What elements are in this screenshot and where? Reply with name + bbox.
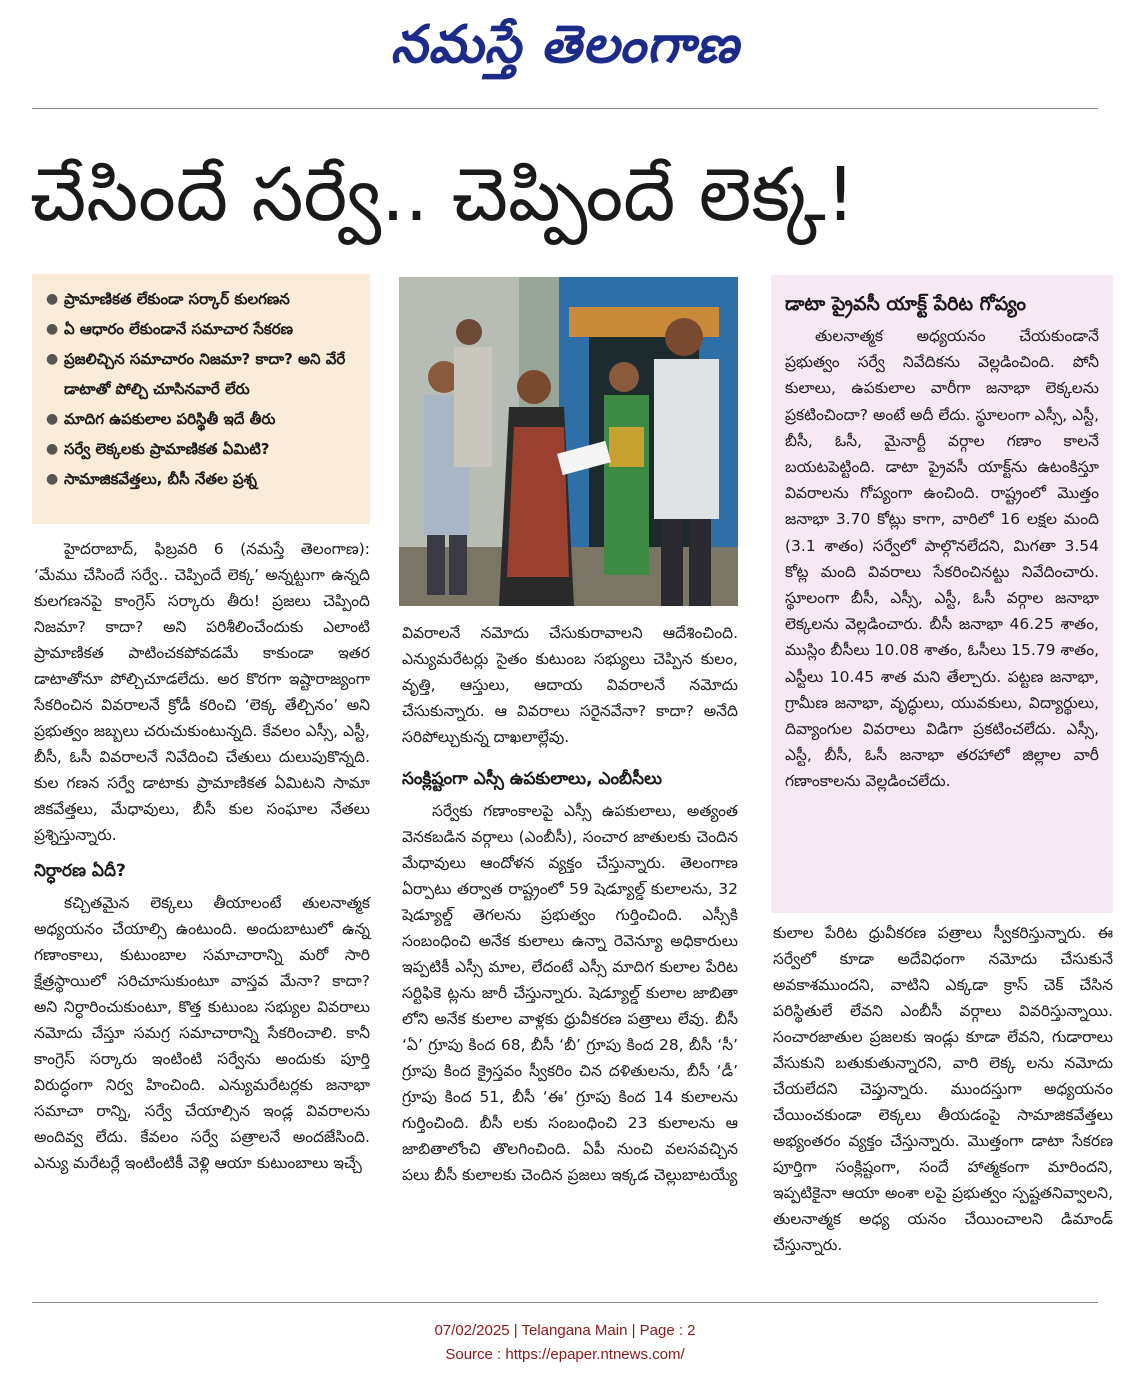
highlight-item: ● సామాజికవేత్తలు, బీసీ నేతల ప్రశ్న: [42, 464, 360, 494]
bullet-icon: ●: [46, 291, 59, 307]
bullet-icon: ●: [46, 441, 59, 457]
bullet-icon: ●: [46, 471, 59, 487]
headline: చేసిందే సర్వే.. చెప్పిందే లెక్క!: [30, 152, 856, 238]
highlights-box: [32, 274, 370, 524]
bullet-icon: ●: [46, 321, 59, 337]
bottom-rule: [32, 1302, 1098, 1303]
column-2: [402, 620, 738, 1188]
highlight-item: ● సర్వే లెక్కలకు ప్రామాణికత ఏమిటి?: [42, 434, 360, 464]
col2-para-2: సర్వేకు గణాంకాలపై ఎస్సీ ఉపకులాలు, అత్యంత వెనకబడిన వర్గాలు (ఎంబీసీ), సంచార జాతులకు చెందిన మేధావులు ఆందోళన వ్యక్తం చేస్తున్నారు. తెలంగాణ ఏర్పాటు తర్వాత రాష్ట్రంలో 59 షెడ్యూల్డ్ కులాలను, 32 షెడ్యూల్డ్ తెగలను ప్రభుత్వం గుర్తించింది. ఎస్సీకి సంబంధించి అనేక కులాలు ఉన్నా రెవెన్యూ అధికారులు ఇప్పటికీ ఎస్సీ మాల, లేదంటే ఎస్సీ మాదిగ కులాల పేరిట సర్టిఫికె ట్లను జారీ చేస్తున్నారు. షెడ్యూల్డ్ కులాల జాబితా లోని అనేక కులాల వాళ్లకు ధ్రువీకరణ పత్రాలు లేవు. బీసీ ‘ఏ’ గ్రూపు కింద 68, బీసీ ‘బీ’ గ్రూపు కింద 28, బీసీ ‘సీ’ గ్రూపు కింద క్రైస్తవం స్వీకరిం చిన దళితులను, బీసీ ‘డీ’ గ్రూపు కింద 51, బీసీ ‘ఈ’ గ్రూపు కింద 14 కులాలను గుర్తించింది. బీసీ లకు సంబంధించి 23 కులాలను ఆ జాబితాలోంచి తొలగించింది. ఏపీ నుంచి వలసవచ్చిన పలు బీసీ కులాలకు చెందిన ప్రజలు ఇక్కడ చెల్లుబాటయ్యే: [402, 802, 738, 1184]
highlight-item: ● ప్రామాణికత లేకుండా సర్కార్ కులగణన: [42, 284, 360, 314]
footer-edition-line: 07/02/2025 | Telangana Main | Page : 2: [434, 1322, 696, 1339]
survey-photo-illustration: [399, 277, 738, 606]
top-rule: [32, 108, 1098, 109]
masthead: [0, 8, 1130, 82]
column-3: [773, 920, 1113, 1258]
col3-para: కులాల పేరిట ధ్రువీకరణ పత్రాలు స్వీకరిస్తున్నారు. ఈ సర్వేలో కూడా అదేవిధంగా నమోదు చేసుకునే అవకాశముందని, వాటిని ఎక్కడా క్రాస్ చెక్ చేసిన పరిస్థితులే లేవని ఎంబీసీ వర్గాలు వివరిస్తున్నాయి. సంచారజాతుల ప్రజలకు ఇండ్లు కూడా లేవని, గుడారాలు వేసుకుని బతుకుతున్నారని, వారి లెక్క లను నమోదు చేయలేదని చెప్తున్నారు. ముందస్తుగా అధ్యయనం చేయించకుండా లెక్కలు తీయడంపై సామాజికవేత్తలు అభ్యంతరం వ్యక్తం చేస్తున్నారు. మొత్తంగా డాటా సేకరణ పూర్తిగా సంక్లిష్టంగా, సందే హాత్మకంగా మారిందని, ఇప్పటికైనా ఆయా అంశా లపై ప్రభుత్వం స్పష్టతనివ్వాలని, తులనాత్మక అధ్య యనం చేయించాలని డిమాండ్ చేస్తున్నారు.: [773, 924, 1113, 1254]
col2-para-1: వివరాలనే నమోదు చేసుకురావాలని ఆదేశించింది. ఎన్యుమరేటర్లు సైతం కుటుంబ సభ్యులు చెప్పిన కులం, వృత్తి, ఆస్తులు, ఆదాయ వివరాలనే నమోదు చేసుకున్నారు. ఆ వివరాలు సరైనవేనా? కాదా? అనేది సరిపోల్చుకున్న దాఖలాల్లేవు.: [402, 624, 738, 746]
footer-source-line: Source : https://epaper.ntnews.com/: [445, 1346, 685, 1363]
bullet-icon: ●: [46, 351, 59, 367]
news-photo: [399, 277, 738, 606]
box-para: తులనాత్మక అధ్యయనం చేయకుండానే ప్రభుత్వం సర్వే నివేదికను వెల్లడించింది. పోనీ కులాలు, ఉపకులాల వారీగా జనాభా లెక్కలను ప్రకటించిందా? అంటే అదీ లేదు. స్థూలంగా ఎస్సీ, ఎస్టీ, బీసీ, ఓసీ, మైనార్టీ వర్గాల గణాం కాలనే బయటపెట్టింది. డాటా ప్రైవసీ యాక్ట్‌ను ఉటంకిస్తూ వివరాలను గోప్యంగా ఉంచింది. రాష్ట్రంలో మొత్తం జనాభా 3.70 కోట్లు కాగా, వారిలో 16 లక్షల మంది (3.1 శాతం) సర్వేలో పాల్గొనలేదని, మిగతా 3.54 కోట్ల మంది వివరాలు సేకరించినట్టు నివేదించారు. స్థూలంగా బీసీ, ఎస్సీ, ఎస్టీ, ఓసీ వర్గాల జనాభా లెక్కలను వెల్లడించారు. బీసీ జనాభా 46.25 శాతం, ముస్లిం బీసీలు 10.08 శాతం, ఓసీలు 15.79 శాతం, ఎస్టీలు 10.45 శాత మని తేల్చారు. పట్టణ జనాభా, గ్రామీణ జనాభా, వృద్ధులు, యువకులు, విద్యార్థులు, దివ్యాంగుల వివరాలు విడిగా ప్రకటించలేదు. ఎస్సీ, ఎస్టీ, బీసీ, ఓసీ జనాభా తరహాలో జిల్లాల వారీ గణాంకాలను వెల్లడించలేదు.: [785, 327, 1099, 791]
highlight-item: ● ప్రజలిచ్చిన సమాచారం నిజమా? కాదా? అని వేరే డాటాతో పోల్చి చూసినవారే లేరు: [42, 344, 360, 404]
col1-subhead: నిర్ధారణ ఏదీ?: [34, 861, 126, 881]
highlight-item: ● మాదిగ ఉపకులాల పరిస్థితీ ఇదే తీరు: [42, 404, 360, 434]
col1-para-2: కచ్చితమైన లెక్కలు తీయాలంటే తులనాత్మక అధ్యయనం చేయాల్సి ఉంటుంది. అందుబాటులో ఉన్న గణాంకాలు, కుటుంబాల సమాచారాన్ని మరో సారి క్షేత్రస్థాయిలో సరిచూసుకుంటూ వాస్తవ మేనా? కాదా? అని నిర్ధారించుకుంటూ, కొత్త కుటుంబ సభ్యుల వివరాలు నమోదు చేస్తూ సమగ్ర సమాచారాన్ని సేకరించాలి. కానీ కాంగ్రెస్ సర్కారు ఇంటింటి సర్వేను అందుకు పూర్తి విరుద్ధంగా నిర్వ హించింది. ఎన్యుమరేటర్లకు జనాభా సమాచా రాన్ని, సర్వే చేయాల్సిన ఇండ్ల వివరాలను అందివ్వ లేదు. కేవలం సర్వే పత్రాలనే అందజేసింది. ఎన్యు మరేటర్లే ఇంటింటికీ వెళ్లి ఆయా కుటుంబాలు ఇచ్చే: [34, 894, 370, 1172]
col1-para-1: హైదరాబాద్, ఫిబ్రవరి 6 (నమస్తే తెలంగాణ): ‘మేము చేసిందే సర్వే.. చెప్పిందే లెక్క’ అన్నట్టుగా ఉన్నది కులగణనపై కాంగ్రెస్ సర్కారు తీరు! ప్రజలు చెప్పింది నిజమా? కాదా? అని పరిశీలించేందుకు ఎలాంటి ప్రామాణికత పాటించకపోవడమే కాకుండా ఇతర డాటాతోనూ పోల్చిచూడలేదు. అర కొరగా ఇష్టారాజ్యంగా సేకరించిన వివరాలనే క్రోడీ కరించి ‘లెక్క తేల్చినం’ అని ప్రభుత్వం జబ్బలు చరుచుకుంటున్నది. కేవలం ఎస్సీ, ఎస్టీ, బీసీ, ఓసీ వివరాలనే నివేదించి చేతులు దులుపుకొన్నది. కుల గణన సర్వే డాటాకు ప్రామాణికత ఏమిటని సామా జికవేత్తలు, మేధావులు, బీసీ కుల సంఘాల నేతలు ప్రశ్నిస్తున్నారు.: [34, 540, 370, 844]
bullet-icon: ●: [46, 411, 59, 427]
masthead-logo: నమస్తే తెలంగాణ: [390, 15, 740, 75]
col2-subhead: సంక్లిష్టంగా ఎస్సీ ఉపకులాలు, ఎంబీసీలు: [402, 769, 663, 789]
data-privacy-box: [771, 275, 1113, 913]
column-1: [34, 536, 370, 1176]
highlight-item: ● ఏ ఆధారం లేకుండానే సమాచార సేకరణ: [42, 314, 360, 344]
box-title: డాటా ప్రైవసీ యాక్ట్ పేరిట గోప్యం: [785, 293, 1027, 315]
